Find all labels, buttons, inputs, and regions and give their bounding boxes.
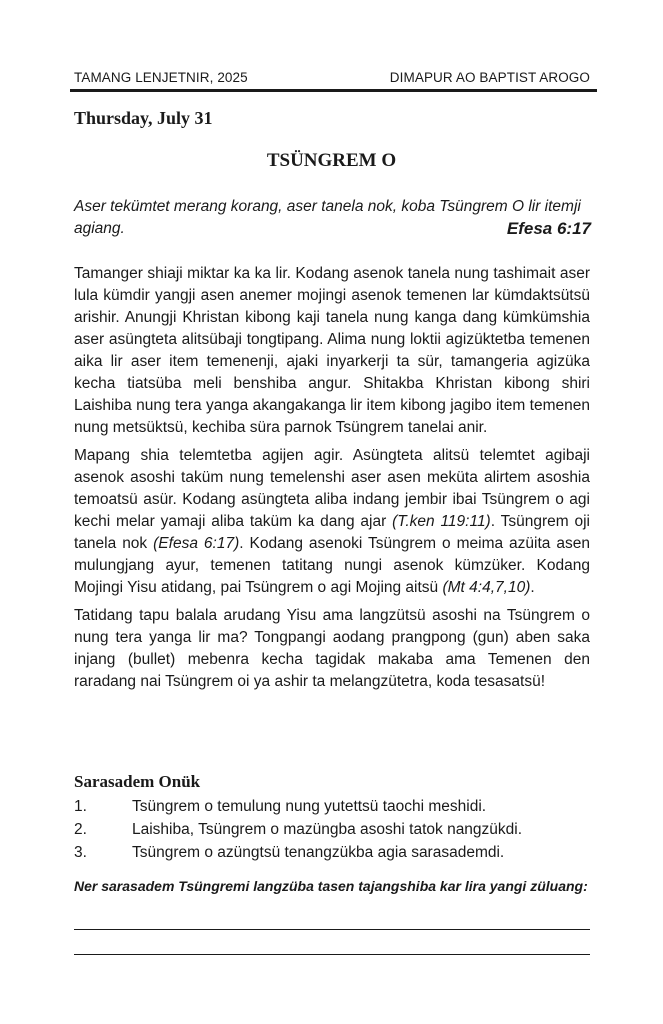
writing-line[interactable]	[74, 954, 590, 955]
list-text: Tsüngrem o temulung nung yutettsü taochi meshidi.	[132, 798, 487, 815]
list-text: Laishiba, Tsüngrem o mazüngba asoshi tatok nangzükdi.	[132, 821, 523, 838]
verse-text: Aser tekümtet merang korang, aser tanela nok, koba Tsüngrem O lir itemji agiang.	[74, 198, 581, 237]
paragraph-1: Tamanger shiaji miktar ka ka lir. Kodang asenok tanela nung tashimait aser lula kümdir yangji asen anemer mojingi asenok temenen lar kümdaktsütsü arishir. Anungji Khristan kibong kaji tanela nung kanga dang kümkümshia aser asüngteta alitsübaji tongtipang. Alima nung loktii agizüktetba temenen aika lir aser item temenenji, ajaki inyarkerji ta sür, tamangeria agizüka kecha tiatsüba meli benshiba angur. Shitakba Khristan kibong shiri Laishiba nung tera yanga akangakanga lir item kibong jagibo item temenen nung metsüktsü, kechiba süra parnok Tsüngrem tanelai anir.	[74, 265, 590, 436]
reflection-heading: Sarasadem Onük	[74, 772, 201, 791]
list-item	[74, 795, 594, 818]
header-divider	[70, 89, 597, 92]
scripture-ref-matthew: (Mt 4:4,7,10)	[442, 579, 531, 596]
paragraph-2	[74, 445, 590, 599]
paragraph-2-text-d: .	[530, 579, 535, 596]
list-number: 2.	[74, 821, 87, 838]
writing-prompt: Ner sarasadem Tsüngremi langzüba tasen tajangshiba kar lira yangi züluang:	[74, 878, 588, 894]
header-right: DIMAPUR AO BAPTIST AROGO	[389, 70, 590, 85]
paragraph-3: Tatidang tapu balala arudang Yisu ama langzütsü asoshi na Tsüngrem o nung tera yanga lir ma? Tongpangi aodang prangpong (gun) aben saka injang (bullet) mebenra kecha tagidak makaba ama Temenen den raradang nai Tsüngrem oi ya ashir ta melangzütetra, koda tesasatsü!	[74, 607, 590, 690]
list-number: 1.	[74, 798, 87, 815]
list-item	[74, 841, 594, 864]
writing-line[interactable]	[74, 929, 590, 930]
list-number: 3.	[74, 844, 87, 861]
scripture-ref-psalms: (T.ken 119:11)	[392, 513, 491, 530]
paragraph-2-text-a: Mapang shia telemtetba agijen agir. Asüngteta alitsü telemtet agibaji asenok asoshi taküm nung temelenshi aser asen meküta alirtem asoshia temoatsü asür. Kodang asüngteta aliba indang jembir ibai Tsüngrem o agi kechi melar yamaji aliba taküm ka dang ajar	[74, 447, 590, 530]
key-verse	[74, 196, 594, 240]
devotion-date: Thursday, July 31	[74, 108, 213, 128]
list-item	[74, 818, 594, 841]
scripture-ref-ephesians: (Efesa 6:17)	[153, 535, 240, 552]
devotion-title: TSÜNGREM O	[266, 150, 397, 171]
paragraph-2-text-c: . Kodang asenoki Tsüngrem o meima azüita asen mulungjang ayur, temenen tatitang nungi asenok kümzüker. Kodang Mojingi Yisu atidang, pai Tsüngrem o agi Mojing aitsü	[74, 535, 590, 596]
reflection-list	[74, 795, 594, 864]
header-left: TAMANG LENJETNIR, 2025	[74, 70, 248, 85]
page-header	[74, 70, 590, 85]
devotion-body	[74, 263, 590, 693]
verse-reference: Efesa 6:17	[506, 219, 591, 238]
list-text: Tsüngrem o azüngtsü tenangzükba agia sarasademdi.	[132, 844, 505, 861]
paragraph-2-text-b: . Tsüngrem oji tanela nok	[74, 513, 591, 552]
